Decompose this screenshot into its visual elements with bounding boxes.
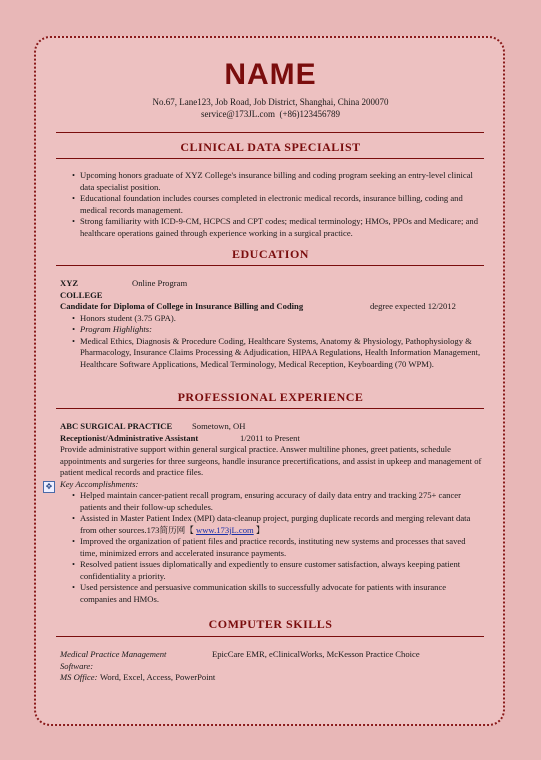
highlights-label: • Program Highlights: [60,324,484,336]
section-rule [56,132,484,133]
accomplishment-item: • Used persistence and persuasive communication skills to successfully advocate for patients with insurance companies and HMOs. [60,582,484,605]
school-name: XYZ [60,278,79,288]
section-rule [56,158,484,159]
section-rule [56,636,484,637]
contact-line: service@173JL.com (+86)123456789 [200,109,341,119]
summary-item: • Upcoming honors graduate of XYZ College's insurance billing and coding program seeking an entry-level clinical data specialist position. [60,170,484,193]
company-name: ABC SURGICAL PRACTICE [60,421,173,431]
degree: Candidate for Diploma of College in Insurance Billing and Coding [60,301,304,311]
accomplishment-text: Assisted in Master Patient Index (MPI) data-cleanup project, purging duplicate records and merging relevant data from other sources.173简历网【 [80,513,471,535]
skill-label: MS Office: [60,672,98,682]
section-rule [56,408,484,409]
candidate-name: NAME [224,58,317,91]
job-role: Receptionist/Administrative Assistant [60,432,199,443]
highlights: • Medical Ethics, Diagnosis & Procedure Coding, Healthcare Systems, Anatomy & Physiology, Pathophysiology & Pharmacology, Insurance Claims Processing & Adjudication, HIPAA Regulations, Health Information Management, Healthcare Software Applications, Medical Terminology, Medical Reception, Keyboarding (70 WPM). [60,336,484,371]
experience-block [60,421,484,605]
bracket: 】 [255,524,265,535]
job-dates: 1/2011 to Present [240,432,300,443]
degree-date: degree expected 12/2012 [370,301,456,311]
summary-item: • Educational foundation includes courses completed in electronic medical records, insurance billing, coding and medical records management. [60,193,484,216]
accomplishment-item [60,513,484,536]
school-program: Online Program [132,278,188,288]
accomplishment-item: • Resolved patient issues diplomatically and expediently to ensure customer satisfaction, always keeping patient confidentiality a priority. [60,559,484,582]
skill-label-2: Software: [60,660,94,671]
skill-value: EpicCare EMR, eClinicalWorks, McKesson Practice Choice [212,649,420,659]
education-title: EDUCATION [232,247,309,261]
summary-list [60,170,484,239]
accomplishment-item: • Helped maintain cancer-patient recall program, ensuring accuracy of daily data entry and tracking 275+ cancer patients and their follow-up schedules. [60,490,484,513]
address-line: No.67, Lane123, Job Road, Job District, Shanghai, China 200070 [152,97,389,107]
company-location: Sometown, OH [192,421,246,431]
honors: • Honors student (3.75 GPA). [60,313,484,325]
skills-block [60,649,484,684]
skills-title: COMPUTER SKILLS [208,617,333,631]
school-name-2: COLLEGE [60,289,103,300]
accomplishments-label: Key Accomplishments: [60,478,139,489]
skill-label: Medical Practice Management [60,649,167,659]
skill-value: Word, Excel, Access, PowerPoint [100,672,216,682]
experience-title: PROFESSIONAL EXPERIENCE [177,390,364,404]
accomplishment-item: • Improved the organization of patient files and practice records, instituting new systems and processes that saved time, minimized errors and accelerated insurance payments. [60,536,484,559]
table-move-icon[interactable]: ✥ [43,481,55,493]
section-rule [56,265,484,266]
website-link[interactable]: www.173jL.com [196,524,254,535]
job-description: Provide administrative support within general surgical practice. Answer multiline phones, greet patients, schedule appointments and surgeries for three surgeons, handle insurance precertifications, and assist in upkeep and management of patient medical records and practice files. [60,444,482,477]
summary-item: • Strong familiarity with ICD-9-CM, HCPCS and CPT codes; medical terminology; HMOs, PPOs and Medicare; and healthcare operations gained through experience working in a surgical practice. [60,216,484,239]
education-block [60,278,484,370]
summary-title: CLINICAL DATA SPECIALIST [180,140,361,154]
